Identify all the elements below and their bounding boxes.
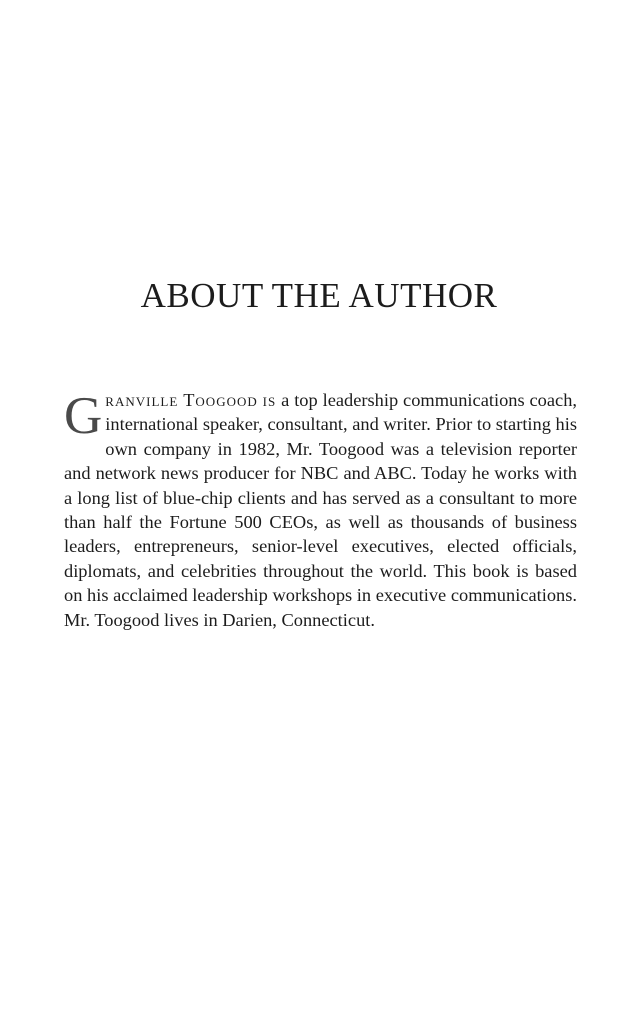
author-name-lead-second: Toogood bbox=[183, 390, 258, 410]
drop-cap-initial: G bbox=[64, 387, 103, 445]
page-title: ABOUT THE AUTHOR bbox=[140, 276, 498, 315]
author-bio-paragraph bbox=[64, 388, 577, 632]
author-name-lead-first: ranville bbox=[105, 390, 179, 410]
author-name-lead-third: is bbox=[262, 390, 277, 410]
author-bio-body: a top leadership communications coach, international speaker, consultant, and writer. Prior to starting his own company in 1982, Mr. Toogood was a television reporter and network news producer for NBC and ABC. Today he works with a long list of blue-chip clients and has served as a consultant to more than half the Fortune 500 CEOs, as well as thousands of business leaders, entrepreneurs, senior-level executives, elected officials, diplomats, and celebrities throughout the world. This book is based on his acclaimed leadership workshops in executive communications. Mr. Toogood lives in Darien, Connecticut. bbox=[64, 390, 577, 630]
